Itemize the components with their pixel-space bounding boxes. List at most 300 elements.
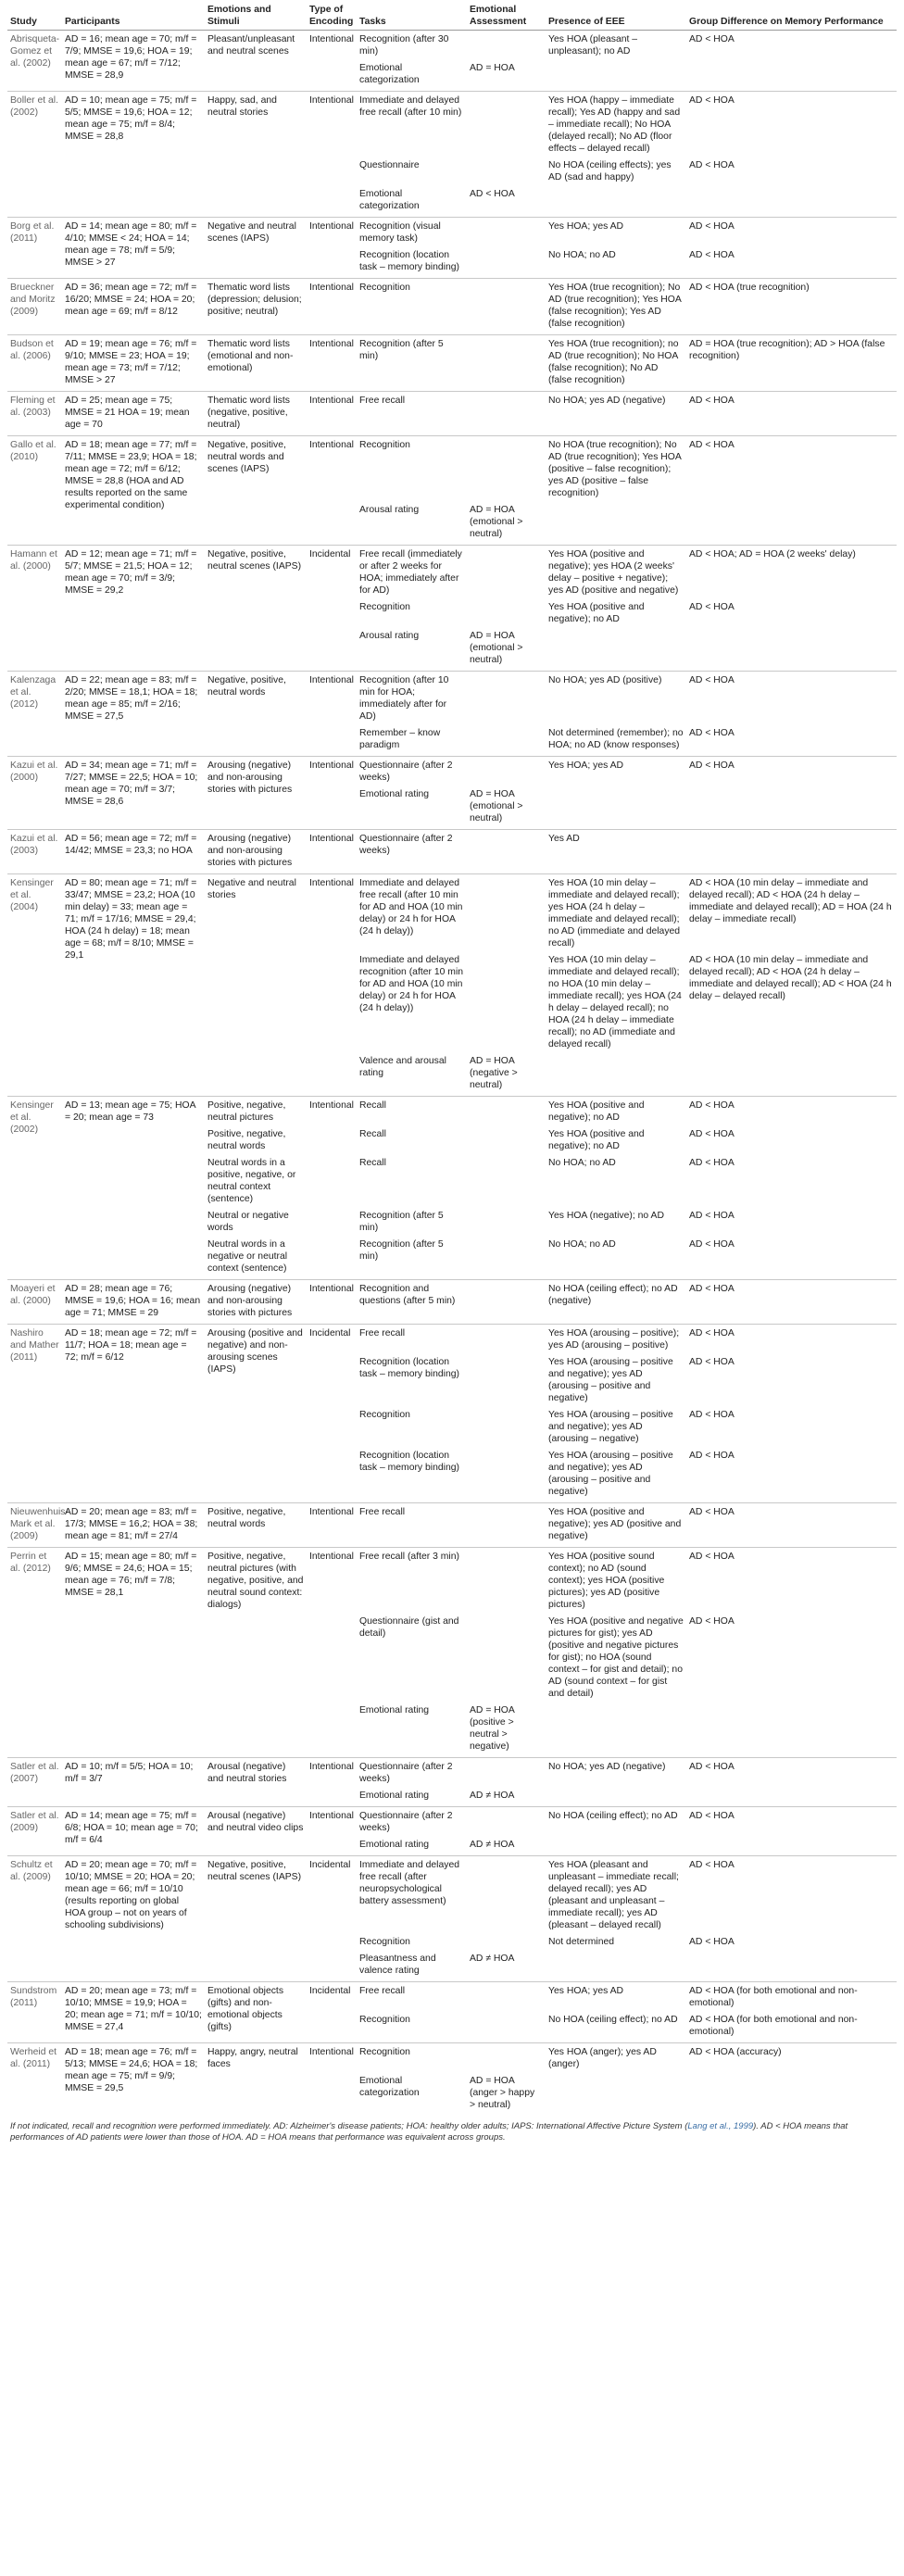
encoding-cell: Intentional	[307, 279, 357, 335]
group-difference-cell-item: AD < HOA (true recognition)	[689, 283, 810, 293]
tasks-cell	[357, 31, 467, 92]
eee-cell-item	[548, 1953, 684, 1977]
group-difference-cell-item	[689, 188, 894, 212]
tasks-cell-item: Recognition (after 5 min)	[359, 339, 444, 361]
group-difference-cell-item	[689, 788, 894, 824]
participants-cell: AD = 80; mean age = 71; m/f = 33/47; MMSE = 23,2; HOA (10 min delay) = 33; mean age = 71; m/f = 17/16; MMSE = 29,4; HOA (24 h delay) = 18; mean age = 68; m/f = 8/10; MMSE = 29,1	[62, 874, 205, 1097]
tasks-cell-item: Recognition and questions (after 5 min)	[359, 1284, 456, 1306]
participants-cell: AD = 22; mean age = 83; m/f = 2/20; MMSE = 18,1; HOA = 18; mean age = 85; m/f = 2/16; MMSE = 27,5	[62, 672, 205, 757]
stimuli-cell: Arousal (negative) and neutral stories	[205, 1758, 307, 1807]
participants-cell: AD = 10; mean age = 75; m/f = 5/5; MMSE = 19,6; HOA = 12; mean age = 75; m/f = 8/4; MMSE = 28,8	[62, 92, 205, 218]
stimuli-cell: Pleasant/unpleasant and neutral scenes	[207, 34, 295, 57]
stimuli-cell: Happy, angry, neutral faces	[205, 2043, 307, 2117]
encoding-cell: Intentional	[307, 392, 357, 436]
eee-cell-item: Yes HOA; yes AD	[548, 760, 624, 771]
group-difference-cell-item: AD < HOA	[689, 1357, 734, 1367]
group-difference-cell-item: AD < HOA	[689, 440, 734, 450]
eee-cell-item: No HOA; yes AD (negative)	[548, 1762, 666, 1772]
tasks-cell-item: Questionnaire (gist and detail)	[359, 1616, 459, 1639]
assessment-cell-item	[470, 760, 543, 784]
tasks-cell-item: Recognition	[359, 1937, 410, 1947]
tasks-cell-item: Emotional categorization	[359, 2076, 420, 2098]
tasks-cell-item: Pleasantness and valence rating	[359, 1954, 436, 1976]
study-cell: Satler et al. (2009)	[7, 1807, 62, 1856]
stimuli-cell	[205, 1097, 307, 1280]
tasks-cell	[357, 436, 467, 546]
study-cell: Borg et al. (2011)	[7, 218, 62, 279]
participants-cell: AD = 19; mean age = 76; m/f = 9/10; MMSE = 23; HOA = 19; mean age = 73; m/f = 7/12; MMSE > 27	[62, 335, 205, 392]
assessment-cell-item	[470, 1615, 543, 1700]
encoding-cell: Intentional	[307, 672, 357, 757]
eee-cell-item: Yes HOA (positive and negative pictures for gist); yes AD (positive and negative pictures for gist); no HOA (sound context – for gist and detail); no AD (sound context – for gist and detail)	[548, 1616, 684, 1699]
assessment-cell	[467, 546, 546, 672]
participants-cell: AD = 16; mean age = 70; m/f = 7/9; MMSE = 19,6; HOA = 19; mean age = 67; m/f = 7/12; MMSE = 28,9	[65, 34, 197, 81]
eee-cell	[546, 392, 686, 436]
stimuli-cell: Happy, sad, and neutral stories	[205, 92, 307, 218]
assessment-cell	[467, 1758, 546, 1807]
encoding-cell: Intentional	[307, 436, 357, 546]
assessment-cell	[467, 92, 546, 218]
eee-cell	[546, 1325, 686, 1503]
col-header-assessment: Emotional Assessment	[467, 2, 546, 31]
col-header-group-difference: Group Difference on Memory Performance	[686, 2, 897, 31]
col-header-study: Study	[7, 2, 62, 31]
group-difference-cell-item: AD < HOA	[689, 728, 734, 738]
assessment-cell	[467, 1548, 546, 1758]
assessment-cell-item	[470, 1810, 543, 1834]
eee-cell	[546, 1280, 686, 1325]
assessment-cell-item	[470, 727, 543, 751]
assessment-cell-item: AD = HOA (anger > happy > neutral)	[470, 2076, 535, 2110]
assessment-cell-item	[470, 1859, 543, 1931]
group-difference-cell	[686, 672, 897, 757]
eee-cell	[546, 672, 686, 757]
group-difference-cell	[686, 279, 897, 335]
assessment-cell-item	[470, 1210, 543, 1234]
tasks-cell	[357, 218, 467, 279]
tasks-cell-item: Recognition (location task – memory binding)	[359, 1357, 459, 1379]
encoding-cell: Intentional	[307, 1548, 357, 1758]
eee-cell-item	[548, 788, 684, 824]
group-difference-cell	[686, 546, 897, 672]
col-header-encoding: Type of Encoding	[307, 2, 357, 31]
group-difference-cell	[686, 1280, 897, 1325]
table-row	[7, 1856, 897, 1982]
group-difference-cell-item: AD < HOA	[689, 1158, 734, 1168]
table-row	[7, 279, 897, 335]
group-difference-cell-item: AD < HOA (10 min delay – immediate and delayed recall); AD < HOA (24 h delay – immediate and delayed recall); AD = HOA (24 h delay – immediate recall)	[689, 878, 892, 924]
studies-table	[7, 2, 897, 2116]
encoding-cell: Intentional	[307, 92, 357, 218]
assessment-cell-item	[470, 1450, 543, 1498]
table-row	[7, 218, 897, 279]
group-difference-cell-item: AD < HOA	[689, 221, 734, 232]
group-difference-cell-item: AD = HOA (true recognition); AD > HOA (false recognition)	[689, 339, 885, 361]
assessment-cell	[467, 1856, 546, 1982]
assessment-cell	[467, 436, 546, 546]
assessment-cell-item: AD ≠ HOA	[470, 1840, 515, 1850]
group-difference-cell-item: AD < HOA	[689, 1860, 734, 1870]
eee-cell-item: Yes HOA (true recognition); no AD (true recognition); No HOA (false recognition); No AD (false recognition)	[548, 339, 679, 385]
tasks-cell-item: Recognition	[359, 283, 410, 293]
encoding-cell: Intentional	[307, 1280, 357, 1325]
tasks-cell-item: Free recall	[359, 1328, 406, 1338]
study-cell: Kensinger et al. (2002)	[7, 1097, 62, 1280]
eee-cell-item: Yes HOA (arousing – positive and negative); yes AD (arousing – positive and negative)	[548, 1357, 673, 1403]
tasks-cell-item: Remember – know paradigm	[359, 728, 441, 750]
tasks-cell-item: Immediate and delayed recognition (after 10 min for AD and HOA (10 min delay) or 24 h for HOA (24 h delay))	[359, 955, 464, 1013]
participants-cell: AD = 25; mean age = 75; MMSE = 21 HOA = 19; mean age = 70	[62, 392, 205, 436]
group-difference-cell	[686, 1807, 897, 1856]
group-difference-cell	[686, 335, 897, 392]
tasks-cell-item: Arousal rating	[359, 505, 420, 515]
eee-cell	[546, 218, 686, 279]
group-difference-cell-item: AD < HOA	[689, 675, 734, 685]
table-row	[7, 672, 897, 757]
assessment-cell-item	[470, 1283, 543, 1307]
tasks-cell-item: Free recall (immediately or after 2 weeks for HOA; immediately after for AD)	[359, 549, 462, 596]
assessment-cell	[467, 672, 546, 757]
tasks-cell-item: Recognition	[359, 2047, 410, 2057]
assessment-cell-item	[470, 1100, 543, 1124]
assessment-cell-item: AD = HOA (emotional > neutral)	[470, 789, 523, 823]
table-row	[7, 1982, 897, 2043]
eee-cell-item: Yes HOA (positive and negative); no AD	[548, 1100, 645, 1123]
assessment-cell-item	[470, 674, 543, 723]
eee-cell-item: No HOA; no AD	[548, 1158, 616, 1168]
participants-cell: AD = 18; mean age = 72; m/f = 11/7; HOA = 18; mean age = 72; m/f = 6/12	[62, 1325, 205, 1503]
table-row	[7, 1325, 897, 1503]
col-header-tasks: Tasks	[357, 2, 467, 31]
assessment-cell-item	[470, 833, 543, 857]
eee-cell-item: No HOA (ceiling effect); no AD	[548, 2015, 678, 2025]
encoding-cell: Incidental	[307, 1982, 357, 2043]
tasks-cell	[357, 1856, 467, 1982]
tasks-cell-item: Free recall	[359, 396, 406, 406]
tasks-cell-item: Free recall	[359, 1507, 406, 1517]
tasks-cell	[357, 2043, 467, 2117]
table-row	[7, 546, 897, 672]
tasks-cell-item: Recognition	[359, 2015, 410, 2025]
eee-cell-item: No HOA; yes AD (positive)	[548, 675, 662, 685]
encoding-cell: Intentional	[307, 1503, 357, 1548]
group-difference-cell	[686, 874, 897, 1097]
group-difference-cell-item: AD < HOA	[689, 1410, 734, 1420]
eee-cell-item	[548, 1839, 684, 1851]
encoding-cell: Intentional	[307, 1807, 357, 1856]
stimuli-cell: Arousing (positive and negative) and non-arousing scenes (IAPS)	[205, 1325, 307, 1503]
group-difference-cell	[686, 436, 897, 546]
tasks-cell	[357, 1758, 467, 1807]
assessment-cell	[467, 874, 546, 1097]
encoding-cell: Intentional	[307, 1758, 357, 1807]
tasks-cell	[357, 392, 467, 436]
stimuli-cell-item: Positive, negative, neutral pictures	[207, 1100, 286, 1123]
participants-cell: AD = 18; mean age = 76; m/f = 5/13; MMSE = 24,6; HOA = 18; mean age = 75; m/f = 9/9; MMSE = 29,5	[62, 2043, 205, 2117]
tasks-cell-item: Free recall	[359, 1986, 406, 1996]
eee-cell-item: Yes HOA (positive and negative); no AD	[548, 602, 645, 624]
eee-cell-item	[548, 62, 684, 86]
assessment-cell-item: AD = HOA	[470, 63, 515, 73]
table-row	[7, 2043, 897, 2117]
group-difference-cell-item: AD < HOA	[689, 1211, 734, 1221]
eee-cell-item	[548, 188, 684, 212]
group-difference-cell-item: AD < HOA	[689, 1328, 734, 1338]
group-difference-cell-item: AD < HOA	[689, 1239, 734, 1250]
eee-cell-item: Yes HOA (10 min delay – immediate and delayed recall); yes HOA (24 h delay – immediate and delayed recall); no AD (immediate and delayed recall)	[548, 878, 681, 949]
stimuli-cell: Negative, positive, neutral scenes (IAPS)	[205, 1856, 307, 1982]
study-cell: Kalenzaga et al. (2012)	[7, 672, 62, 757]
study-cell: Sundstrom (2011)	[7, 1982, 62, 2043]
eee-cell-item: No HOA (ceiling effect); no AD (negative)	[548, 1284, 678, 1306]
tasks-cell	[357, 1982, 467, 2043]
study-cell: Fleming et al. (2003)	[7, 392, 62, 436]
tasks-cell-item: Emotional rating	[359, 1705, 430, 1715]
stimuli-cell: Negative, positive, neutral words and scenes (IAPS)	[205, 436, 307, 546]
footnote-text-1: If not indicated, recall and recognition were performed immediately. AD: Alzheimer's disease patients; HOA: healthy older adults; IAPS: International Affective Picture System (	[10, 2121, 688, 2131]
group-difference-cell	[686, 31, 897, 92]
assessment-cell-item	[470, 877, 543, 949]
tasks-cell-item: Questionnaire (after 2 weeks)	[359, 1762, 453, 1784]
eee-cell-item: No HOA (ceiling effect); no AD	[548, 1811, 678, 1821]
col-header-eee: Presence of EEE	[546, 2, 686, 31]
stimuli-cell: Thematic word lists (depression; delusion; positive; neutral)	[205, 279, 307, 335]
assessment-cell-item: AD = HOA (emotional > neutral)	[470, 631, 523, 665]
group-difference-cell-item	[689, 2075, 894, 2111]
stimuli-cell: Positive, negative, neutral pictures (with negative, positive, and neutral sound context: dialogs)	[205, 1548, 307, 1758]
tasks-cell-item: Questionnaire (after 2 weeks)	[359, 760, 453, 783]
eee-cell-item: No HOA; no AD	[548, 250, 616, 260]
footnote-citation-link[interactable]: Lang et al., 1999	[687, 2121, 754, 2131]
group-difference-cell-item: AD < HOA	[689, 1937, 734, 1947]
eee-cell-item: Yes HOA (anger); yes AD (anger)	[548, 2047, 657, 2069]
assessment-cell-item	[470, 1506, 543, 1542]
group-difference-cell-item	[689, 833, 894, 857]
stimuli-cell: Emotional objects (gifts) and non-emotional objects (gifts)	[205, 1982, 307, 2043]
tasks-cell	[357, 279, 467, 335]
group-difference-cell-item: AD < HOA	[689, 95, 734, 106]
stimuli-cell-item: Positive, negative, neutral words	[207, 1129, 286, 1151]
table-row	[7, 1503, 897, 1548]
group-difference-cell-item	[689, 1055, 894, 1091]
assessment-cell-item: AD ≠ HOA	[470, 1954, 515, 1964]
tasks-cell-item: Recognition (location task – memory binding)	[359, 1451, 459, 1473]
group-difference-cell-item	[689, 504, 894, 540]
eee-cell	[546, 1758, 686, 1807]
participants-cell: AD = 20; mean age = 83; m/f = 17/3; MMSE = 16,2; HOA = 38; mean age = 81; m/f = 27/4	[62, 1503, 205, 1548]
study-cell: Nashiro and Mather (2011)	[7, 1325, 62, 1503]
group-difference-cell-item: AD < HOA	[689, 1616, 734, 1627]
group-difference-cell-item: AD < HOA	[689, 1507, 734, 1517]
tasks-cell	[357, 1280, 467, 1325]
group-difference-cell-item: AD < HOA	[689, 250, 734, 260]
group-difference-cell	[686, 1982, 897, 2043]
tasks-cell	[357, 757, 467, 830]
tasks-cell-item: Recognition (after 5 min)	[359, 1239, 444, 1262]
assessment-cell-item	[470, 601, 543, 625]
group-difference-cell	[686, 1856, 897, 1982]
col-header-stimuli: Emotions and Stimuli	[205, 2, 307, 31]
eee-cell-item: No HOA; no AD	[548, 1239, 616, 1250]
assessment-cell-item	[470, 439, 543, 499]
tasks-cell	[357, 1325, 467, 1503]
encoding-cell: Intentional	[307, 335, 357, 392]
eee-cell	[546, 1548, 686, 1758]
assessment-cell-item	[470, 548, 543, 597]
assessment-cell-item	[470, 220, 543, 245]
group-difference-cell-item	[689, 630, 894, 666]
table-row	[7, 1097, 897, 1280]
assessment-cell	[467, 392, 546, 436]
tasks-cell-item: Recall	[359, 1158, 386, 1168]
group-difference-cell-item: AD < HOA (accuracy)	[689, 2047, 782, 2057]
tasks-cell-item: Emotional rating	[359, 789, 430, 799]
group-difference-cell-item: AD < HOA (for both emotional and non-emotional)	[689, 2015, 858, 2037]
encoding-cell: Incidental	[307, 546, 357, 672]
assessment-cell-item: AD ≠ HOA	[470, 1791, 515, 1801]
encoding-cell: Intentional	[309, 34, 354, 44]
table-row	[7, 31, 897, 92]
assessment-cell-item	[470, 1157, 543, 1205]
tasks-cell-item: Recognition (after 30 min)	[359, 34, 449, 57]
participants-cell: AD = 56; mean age = 72; m/f = 14/42; MMSE = 23,3; no HOA	[62, 830, 205, 874]
table-footnote	[7, 2116, 897, 2143]
header-row	[7, 2, 897, 31]
group-difference-cell	[686, 1325, 897, 1503]
tasks-cell-item: Emotional categorization	[359, 63, 420, 85]
eee-cell-item	[548, 1055, 684, 1091]
eee-cell-item: Yes HOA (arousing – positive); yes AD (arousing – positive)	[548, 1328, 680, 1351]
table-container	[7, 0, 897, 2143]
stimuli-cell: Arousing (negative) and non-arousing stories with pictures	[205, 1280, 307, 1325]
tasks-cell	[357, 92, 467, 218]
tasks-cell-item: Valence and arousal rating	[359, 1056, 446, 1078]
study-cell: Werheid et al. (2011)	[7, 2043, 62, 2117]
study-cell: Schultz et al. (2009)	[7, 1856, 62, 1982]
eee-cell	[546, 1856, 686, 1982]
group-difference-cell-item: AD < HOA	[689, 1811, 734, 1821]
eee-cell	[546, 436, 686, 546]
assessment-cell-item	[470, 2014, 543, 2038]
eee-cell-item	[548, 1704, 684, 1753]
group-difference-cell-item: AD < HOA	[689, 1129, 734, 1139]
group-difference-cell	[686, 1503, 897, 1548]
group-difference-cell	[686, 2043, 897, 2117]
eee-cell-item	[548, 2075, 684, 2111]
assessment-cell-item	[470, 1327, 543, 1351]
table-row	[7, 830, 897, 874]
encoding-cell: Intentional	[307, 1097, 357, 1280]
group-difference-cell-item: AD < HOA (for both emotional and non-emotional)	[689, 1986, 858, 2008]
tasks-cell	[357, 335, 467, 392]
tasks-cell-item: Recognition	[359, 440, 410, 450]
group-difference-cell	[686, 92, 897, 218]
assessment-cell-item: AD = HOA (negative > neutral)	[470, 1056, 518, 1090]
tasks-cell-item: Free recall (after 3 min)	[359, 1552, 459, 1562]
eee-cell-item: Yes HOA (positive sound context); no AD (sound context); yes HOA (positive pictures); yes AD (positive pictures)	[548, 1552, 665, 1610]
eee-cell	[546, 335, 686, 392]
assessment-cell-item	[470, 94, 543, 155]
table-row	[7, 1280, 897, 1325]
tasks-cell-item: Immediate and delayed free recall (after 10 min)	[359, 95, 462, 118]
stimuli-cell: Negative, positive, neutral scenes (IAPS)	[205, 546, 307, 672]
assessment-cell	[467, 1325, 546, 1503]
group-difference-cell-item: AD < HOA	[689, 1100, 734, 1111]
assessment-cell	[467, 1503, 546, 1548]
assessment-cell	[467, 279, 546, 335]
group-difference-cell-item: AD < HOA	[689, 1451, 734, 1461]
participants-cell: AD = 36; mean age = 72; m/f = 16/20; MMSE = 24; HOA = 20; mean age = 69; m/f = 8/12	[62, 279, 205, 335]
study-cell: Perrin et al. (2012)	[7, 1548, 62, 1758]
participants-cell: AD = 18; mean age = 77; m/f = 7/11; MMSE = 23,9; HOA = 18; mean age = 72; m/f = 6/12; MMSE = 28,8 (HOA and AD results reported on the same experimental condition)	[62, 436, 205, 546]
tasks-cell-item: Recognition	[359, 1410, 410, 1420]
table-row	[7, 1548, 897, 1758]
table-row	[7, 1758, 897, 1807]
group-difference-cell-item: AD < HOA	[689, 760, 734, 771]
eee-cell-item: Yes HOA (arousing – positive and negative); yes AD (arousing – negative)	[548, 1410, 673, 1444]
group-difference-cell-item	[689, 1790, 894, 1802]
eee-cell-item: Yes HOA (negative); no AD	[548, 1211, 664, 1221]
participants-cell: AD = 15; mean age = 80; m/f = 9/6; MMSE = 24,6; HOA = 15; mean age = 76; m/f = 7/8; MMSE = 28,1	[62, 1548, 205, 1758]
tasks-cell	[357, 546, 467, 672]
table-row	[7, 392, 897, 436]
eee-cell	[546, 92, 686, 218]
tasks-cell-item: Questionnaire	[359, 160, 420, 170]
tasks-cell-item: Immediate and delayed free recall (after 10 min for AD and HOA (10 min delay) or 24 h for HOA (24 h delay))	[359, 878, 463, 936]
participants-cell: AD = 34; mean age = 71; m/f = 7/27; MMSE = 22,5; HOA = 10; mean age = 70; m/f = 3/7; MMSE = 28,6	[62, 757, 205, 830]
eee-cell	[546, 874, 686, 1097]
eee-cell-item: Yes HOA (positive and negative); yes HOA (2 weeks' delay – positive + negative); yes AD (positive and negative)	[548, 549, 679, 596]
group-difference-cell	[686, 1548, 897, 1758]
participants-cell: AD = 10; m/f = 5/5; HOA = 10; m/f = 3/7	[62, 1758, 205, 1807]
assessment-cell	[467, 1807, 546, 1856]
tasks-cell-item: Questionnaire (after 2 weeks)	[359, 1811, 453, 1833]
stimuli-cell: Thematic word lists (emotional and non-emotional)	[205, 335, 307, 392]
eee-cell-item: Yes HOA (10 min delay – immediate and delayed recall); no HOA (10 min delay – immediate recall); yes HOA (24 h delay – delayed recall); no HOA (24 h delay – immediate recall); no AD (immediate and delayed recall)	[548, 955, 682, 1049]
encoding-cell: Intentional	[307, 2043, 357, 2117]
participants-cell: AD = 13; mean age = 75; HOA = 20; mean age = 73	[62, 1097, 205, 1280]
tasks-cell	[357, 1807, 467, 1856]
eee-cell-item: No HOA (true recognition); No AD (true recognition); Yes HOA (positive – false recognition); yes AD (positive – false recognition)	[548, 440, 682, 498]
group-difference-cell-item: AD < HOA	[689, 1552, 734, 1562]
tasks-cell-item: Recognition (after 10 min for HOA; immediately after for AD)	[359, 675, 449, 722]
participants-cell: AD = 12; mean age = 71; m/f = 5/7; MMSE = 21,5; HOA = 12; mean age = 70; m/f = 3/9; MMSE = 29,2	[62, 546, 205, 672]
assessment-cell-item	[470, 338, 543, 386]
eee-cell	[546, 546, 686, 672]
assessment-cell-item: AD < HOA	[470, 189, 515, 199]
table-row	[7, 92, 897, 218]
group-difference-cell-item	[689, 1953, 894, 1977]
table-row	[7, 874, 897, 1097]
stimuli-cell: Arousing (negative) and non-arousing stories with pictures	[205, 757, 307, 830]
encoding-cell: Intentional	[307, 874, 357, 1097]
assessment-cell	[467, 757, 546, 830]
assessment-cell-item	[470, 954, 543, 1050]
assessment-cell-item	[470, 395, 543, 407]
assessment-cell-item	[470, 1128, 543, 1152]
assessment-cell	[467, 335, 546, 392]
study-cell: Kensinger et al. (2004)	[7, 874, 62, 1097]
eee-cell-item: No HOA (ceiling effects); yes AD (sad and happy)	[548, 160, 672, 182]
study-cell: Nieuwenhuis-Mark et al. (2009)	[7, 1503, 62, 1548]
tasks-cell-item: Recall	[359, 1100, 386, 1111]
group-difference-cell-item	[689, 1704, 894, 1753]
assessment-cell-item	[470, 33, 543, 57]
eee-cell-item: Yes HOA (true recognition); No AD (true recognition); Yes HOA (false recognition); Yes AD (false recognition)	[548, 283, 682, 329]
study-cell: Abrisqueta-Gomez et al. (2002)	[10, 34, 60, 69]
eee-cell	[546, 2043, 686, 2117]
assessment-cell-item	[470, 1238, 543, 1275]
